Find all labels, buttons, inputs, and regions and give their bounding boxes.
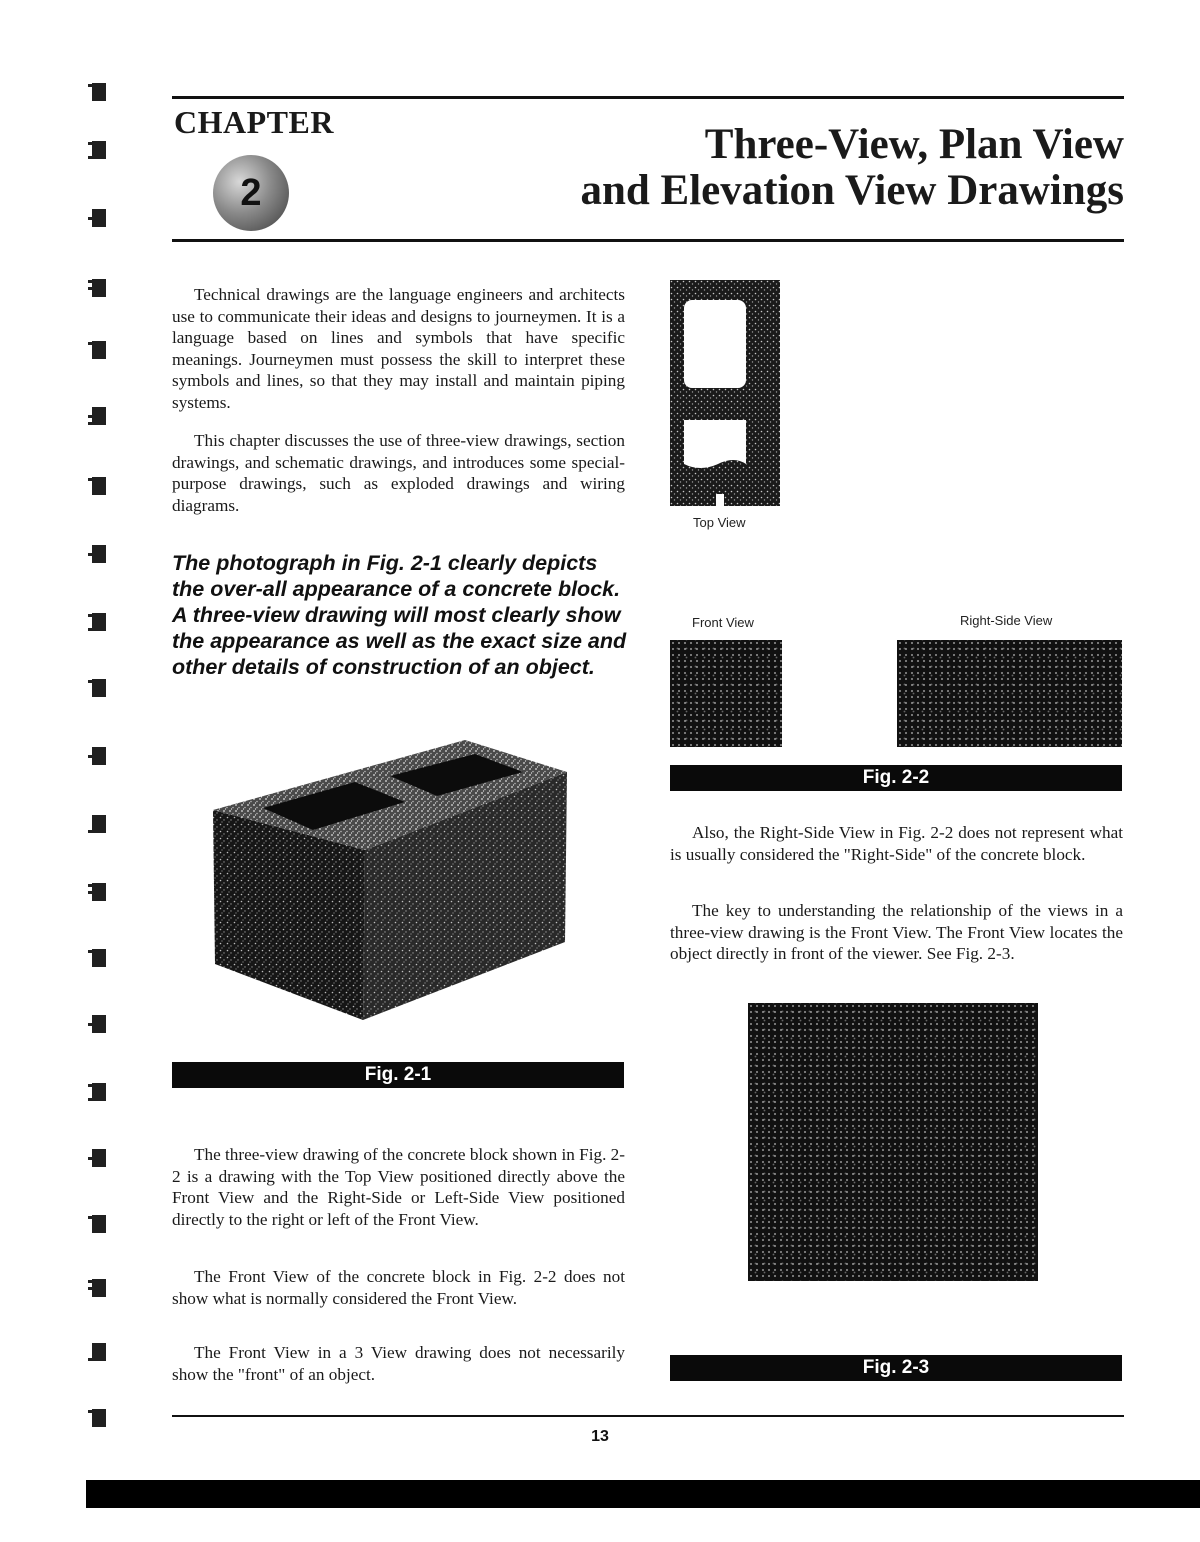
binder-hole bbox=[86, 1340, 120, 1364]
top-view-caption: Top View bbox=[693, 515, 746, 530]
chapter-number-badge bbox=[213, 155, 289, 231]
paragraph-chapter-overview: This chapter discusses the use of three-view drawings, section drawings, and schematic drawings, and introduces some special-purpose drawings, such as exploded drawings and wiring diagrams. bbox=[172, 431, 625, 515]
right-side-view-drawing bbox=[897, 640, 1122, 747]
paragraph-front-view-caveat: The Front View in a 3 View drawing does not necessarily show the "front" of an object. bbox=[172, 1343, 625, 1384]
front-view-drawing bbox=[670, 640, 782, 747]
binder-hole bbox=[86, 880, 120, 904]
binder-hole bbox=[86, 676, 120, 700]
binder-hole bbox=[86, 1406, 120, 1430]
chapter-title bbox=[580, 122, 1124, 214]
front-view-caption: Front View bbox=[692, 615, 754, 630]
binder-hole bbox=[86, 338, 120, 362]
binder-hole bbox=[86, 206, 120, 230]
binder-hole bbox=[86, 812, 120, 836]
binder-hole bbox=[86, 276, 120, 300]
binder-hole bbox=[86, 1012, 120, 1036]
paragraph-intro: Technical drawings are the language engineers and architects use to communicate their ideas and designs to journeymen. It is a language based on lines and symbols that have specific meanings. Journeymen must possess the skill to interpret these symbols and lines, so that they may install and maintain piping systems. bbox=[172, 285, 625, 412]
footer-rule bbox=[172, 1415, 1124, 1417]
chapter-label: CHAPTER bbox=[174, 104, 334, 140]
fig-2-3-label: Fig. 2-3 bbox=[670, 1355, 1122, 1381]
binder-hole bbox=[86, 80, 120, 104]
binder-hole bbox=[86, 1146, 120, 1170]
paragraph-right-side-note: Also, the Right-Side View in Fig. 2-2 does not represent what is usually considered the "Right-Side" of the concrete block. bbox=[670, 823, 1123, 864]
chapter-number: 2 bbox=[240, 171, 262, 214]
paragraph-front-view-key: The key to understanding the relationship of the views in a three-view drawing is the Front View. The Front View locates the object directly in front of the viewer. See Fig. 2-3. bbox=[670, 901, 1123, 963]
binder-hole bbox=[86, 1080, 120, 1104]
chapter-title-line2: and Elevation View Drawings bbox=[580, 167, 1124, 214]
top-view-drawing bbox=[670, 280, 782, 508]
binder-hole bbox=[86, 474, 120, 498]
binder-hole bbox=[86, 1276, 120, 1300]
header-bottom-rule bbox=[172, 239, 1124, 242]
binder-hole bbox=[86, 946, 120, 970]
paragraph-three-view-description: The three-view drawing of the concrete block shown in Fig. 2-2 is a drawing with the Top View positioned directly above the Front View and the Right-Side or Left-Side View positioned directly to the right or left of the Front View. bbox=[172, 1145, 625, 1229]
scan-bottom-band bbox=[86, 1480, 1200, 1508]
fig-2-1-label: Fig. 2-1 bbox=[172, 1062, 624, 1088]
binder-hole bbox=[86, 610, 120, 634]
binder-margin bbox=[86, 70, 126, 1450]
page-number: 13 bbox=[591, 1428, 609, 1445]
callout-text: The photograph in Fig. 2-1 clearly depicts the over-all appearance of a concrete block. A three-view drawing will most clearly show the appearance as well as the exact size and other details of construction of an object. bbox=[172, 551, 627, 679]
binder-hole bbox=[86, 744, 120, 768]
binder-hole bbox=[86, 542, 120, 566]
fig-2-3-front-view-drawing bbox=[748, 1003, 1038, 1281]
right-side-view-caption: Right-Side View bbox=[960, 613, 1053, 628]
concrete-block-photo bbox=[205, 732, 575, 1022]
header-top-rule bbox=[172, 96, 1124, 99]
chapter-title-line1: Three-View, Plan View bbox=[704, 121, 1124, 168]
fig-2-2-label: Fig. 2-2 bbox=[670, 765, 1122, 791]
binder-hole bbox=[86, 404, 120, 428]
binder-hole bbox=[86, 1212, 120, 1236]
paragraph-front-view-note: The Front View of the concrete block in Fig. 2-2 does not show what is normally considered the Front View. bbox=[172, 1267, 625, 1308]
binder-hole bbox=[86, 138, 120, 162]
